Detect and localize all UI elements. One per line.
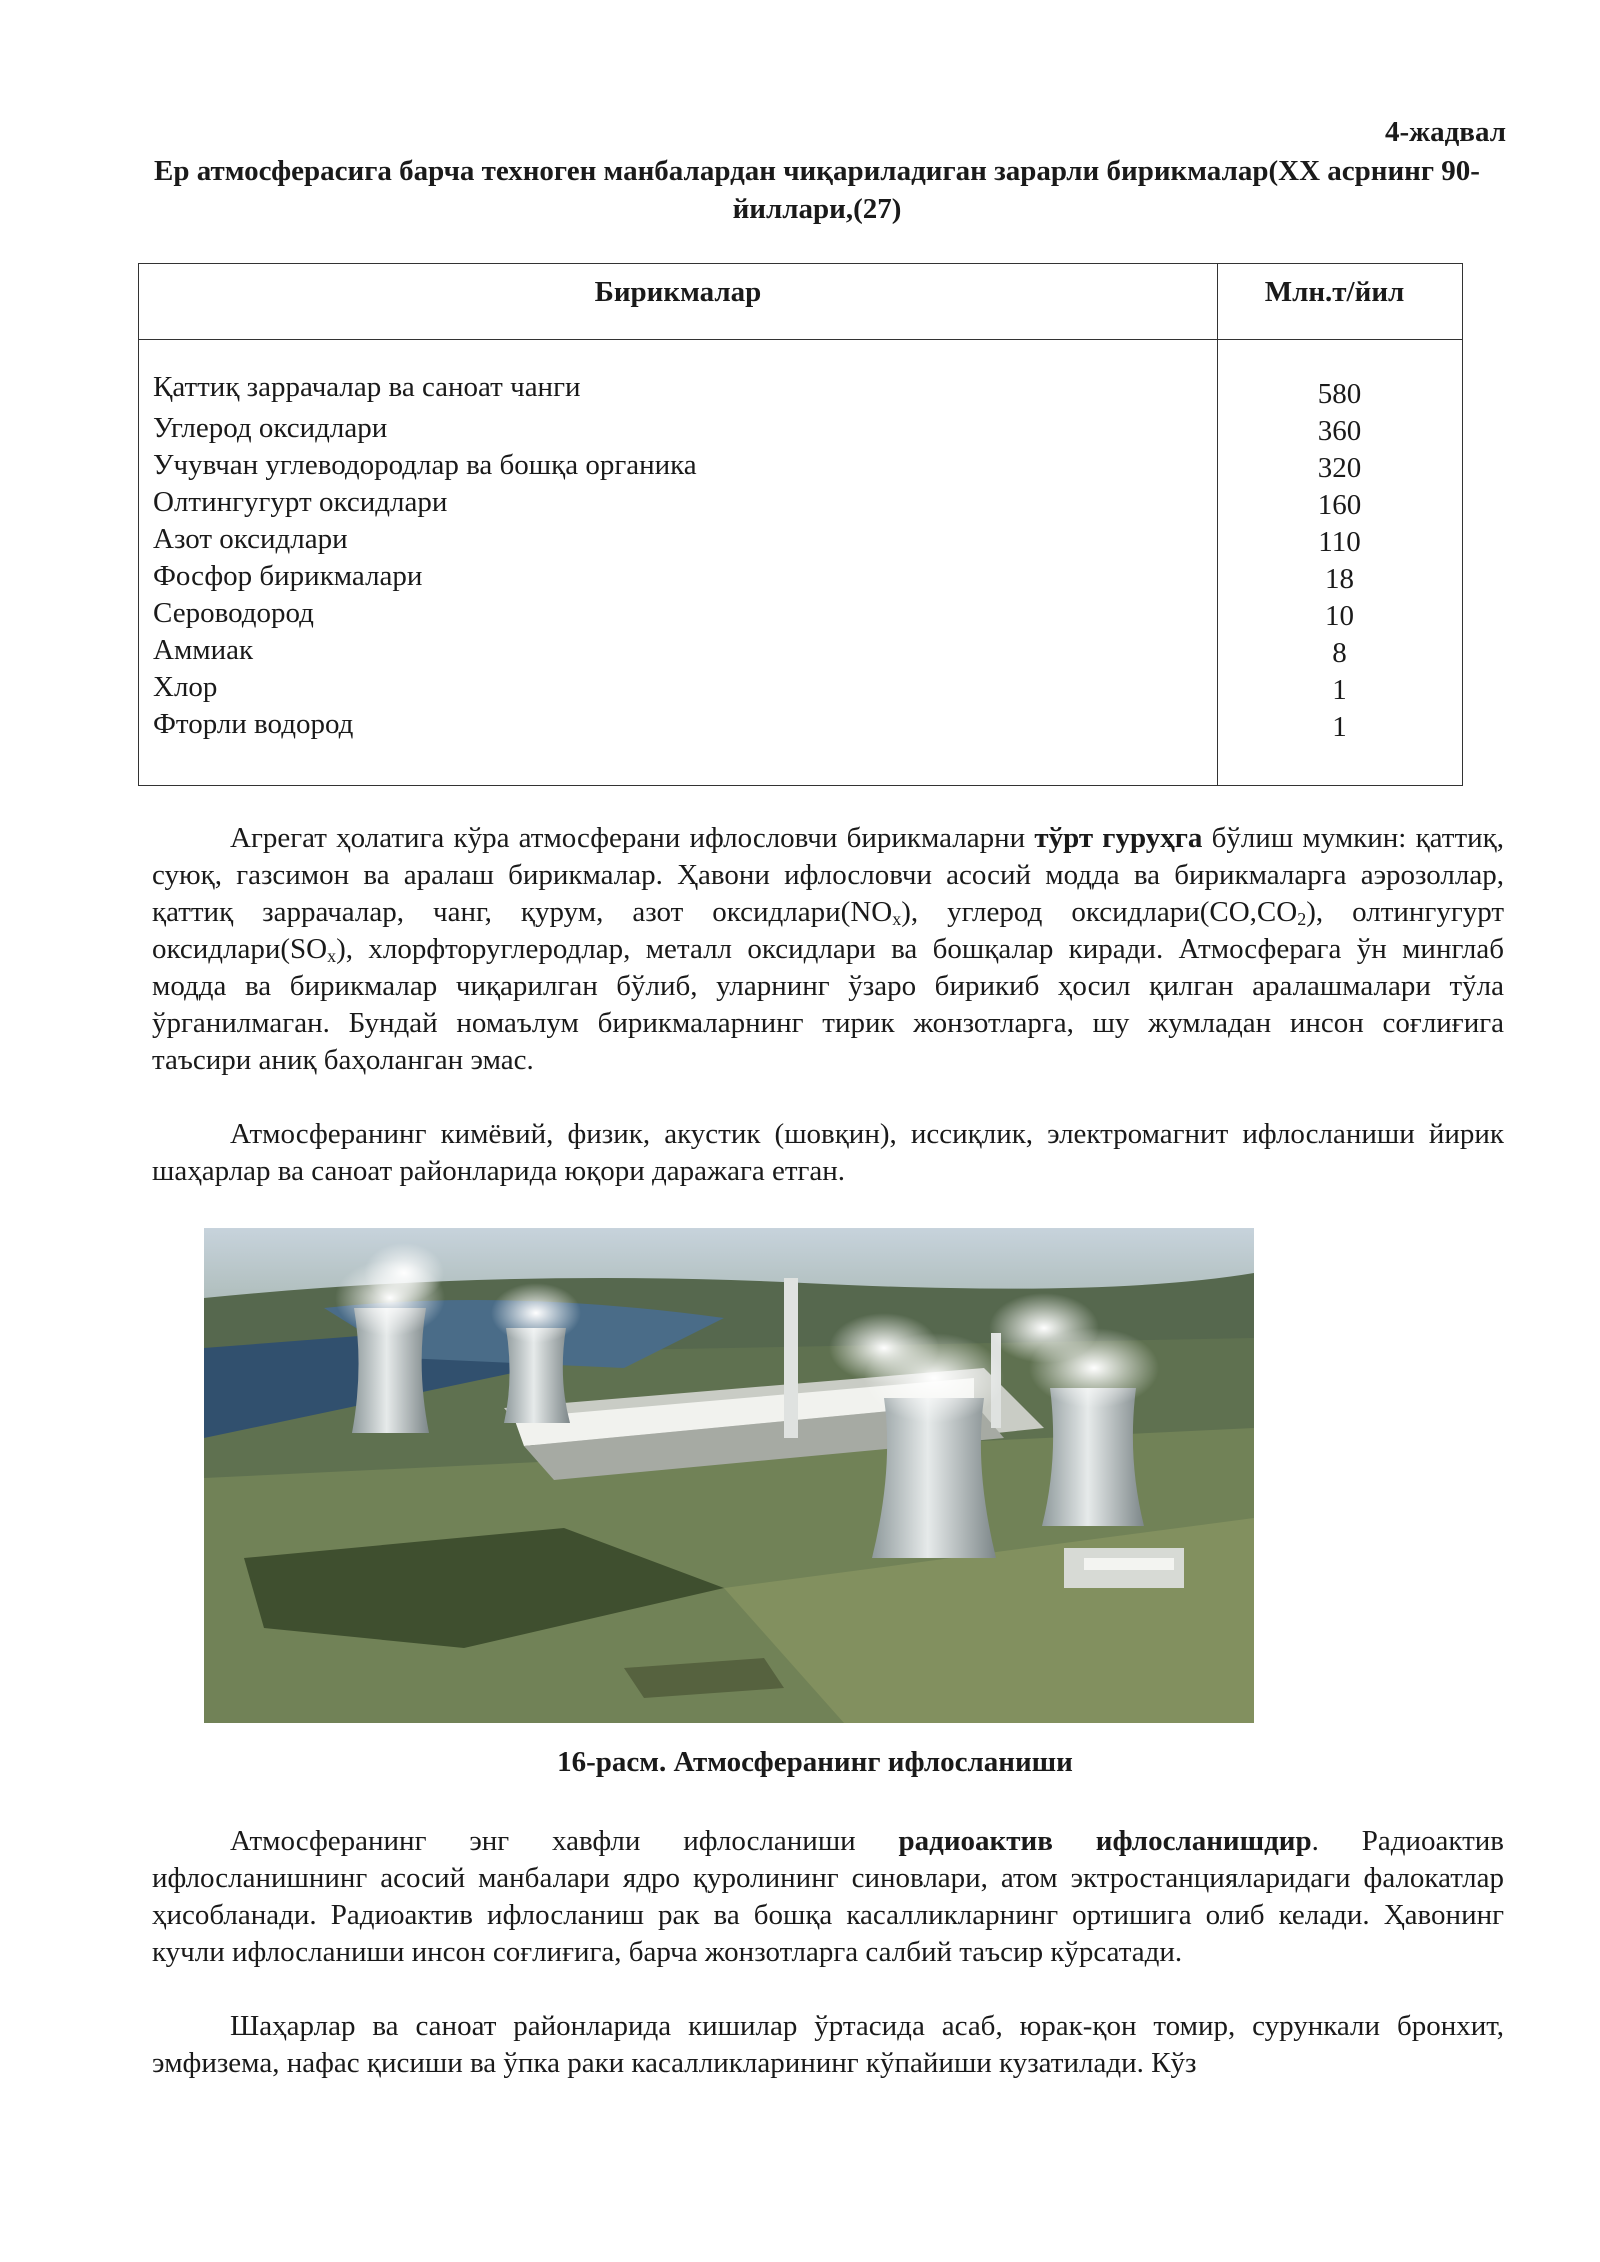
bold-text-run: радиоактив ифлосланишдир — [898, 1825, 1312, 1857]
table-cell-amount: 360 — [1317, 415, 1362, 447]
table-cell-amount: 160 — [1317, 489, 1362, 521]
paragraph-pollution-types — [152, 1116, 1504, 1190]
table-cell-compound: Фосфор бирикмалари — [153, 560, 423, 592]
table-header-amount: Млн.т/йил — [1264, 276, 1405, 308]
table-cell-amount: 110 — [1318, 526, 1361, 558]
steam-cloud — [829, 1313, 939, 1383]
table-cell-compound: Фторли водород — [153, 708, 354, 740]
bold-text-run: тўрт гуруҳга — [1034, 822, 1203, 854]
table-cell-compound: Азот оксидлари — [153, 523, 348, 555]
table-cell-amount: 10 — [1325, 600, 1354, 632]
text-run: ), углерод оксидлари(CO,CO — [901, 896, 1298, 928]
paragraph-radioactive-pollution — [152, 1823, 1504, 1971]
table-cell-amount: 18 — [1325, 563, 1354, 595]
text-run: ), хлорфторуглеродлар, металл оксидлари ва бошқалар киради. Атмосферага ўн минглаб модда ва бирикмалар чиқарилган бўлиб, уларнинг ўзаро бирикиб ҳосил қилган аралашмалари тўла ўрганилмаган. Бундай номаълум бирикмаларнинг тирик жонзотларга, шу жумладан инсон соғлиғига таъсири аниқ баҳоланган эмас. — [152, 933, 1504, 1076]
table-cell-compound: Хлор — [153, 671, 218, 703]
table-cell-amount: 8 — [1332, 637, 1347, 669]
figure-caption: 16-расм. Атмосферанинг ифлосланиши — [557, 1746, 1073, 1778]
text-run: Агрегат ҳолатига кўра атмосферани ифлословчи бирикмаларни — [230, 822, 1035, 854]
table-cell-compound: Сероводород — [153, 597, 314, 629]
table-cell-compound: Аммиак — [153, 634, 254, 666]
text-run: . Радиоактив ифлосланишнинг асосий манбалари ядро қуролининг синовлари, атом эктростанцияларидаги фалокатлар ҳисобланади. Радиоактив ифлосланиш рак ва бошқа касалликларнинг ортишига олиб келади. Ҳавонинг кучли ифлосланиши инсон соғлиғига, барча жонзотларга салбий таъсир кўрсатади. — [152, 1825, 1504, 1968]
text-run: ), олтингугурт оксидлари(SO — [152, 896, 1505, 965]
subscript: x — [327, 946, 337, 966]
power-plant-photo — [204, 1228, 1254, 1723]
table-cell-compound: Қаттиқ заррачалар ва саноат чанги — [153, 371, 581, 403]
steam-cloud — [491, 1283, 581, 1343]
emissions-table — [138, 263, 1463, 786]
paragraph-urban-health — [152, 2008, 1504, 2082]
table-cell-compound: Олтингугурт оксидлари — [153, 486, 448, 518]
text-run: Атмосферанинг энг хавфли ифлосланиши — [230, 1825, 899, 1857]
text-run: Шаҳарлар ва саноат районларида кишилар ўртасида асаб, юрак-қон томир, сурункали бронхит, эмфизема, нафас қисиши ва ўпка раки касалликларининг кўпайиши кузатилади. Кўз — [152, 2010, 1504, 2079]
table-cell-amount: 580 — [1317, 378, 1362, 410]
table-cell-amount: 1 — [1332, 674, 1347, 706]
table-amount-column — [1217, 376, 1462, 746]
subscript: x — [892, 909, 902, 929]
table-compound-column — [153, 369, 1203, 743]
table-cell-amount: 1 — [1332, 711, 1347, 743]
paragraph-pollutant-groups — [152, 820, 1504, 1079]
text-run: бўлиш мумкин: қаттиқ, суюқ, газсимон ва аралаш бирикмалар. Ҳавони ифлословчи асосий модда ва бирикмаларга аэрозоллар, қаттиқ заррачалар, чанг, қурум, азот оксидлари(NO — [152, 822, 1504, 928]
table-cell-amount: 320 — [1317, 452, 1362, 484]
steam-cloud — [989, 1293, 1099, 1363]
table-header-compounds: Бирикмалар — [594, 276, 762, 308]
table-cell-compound: Углерод оксидлари — [153, 412, 388, 444]
table-header-divider — [139, 339, 1462, 340]
cooling-tower — [1042, 1388, 1144, 1526]
subscript: 2 — [1297, 909, 1307, 929]
table-title: Ер атмосферасига барча техноген манбалардан чиқариладиган зарарли бирикмалар(XX асрнинг 90-йиллари,(27) — [154, 155, 1480, 225]
text-run: Атмосферанинг кимёвий, физик, акустик (шовқин), иссиқлик, электромагнит ифлосланиши йирик шаҳарлар ва саноат районларида юқори даражага етган. — [152, 1118, 1504, 1187]
power-plant-illustration — [204, 1228, 1254, 1723]
table-cell-compound: Учувчан углеводородлар ва бошқа органика — [153, 449, 697, 481]
table-number: 4-жадвал — [1384, 116, 1506, 148]
steam-cloud — [364, 1243, 444, 1303]
chimney — [784, 1278, 798, 1438]
